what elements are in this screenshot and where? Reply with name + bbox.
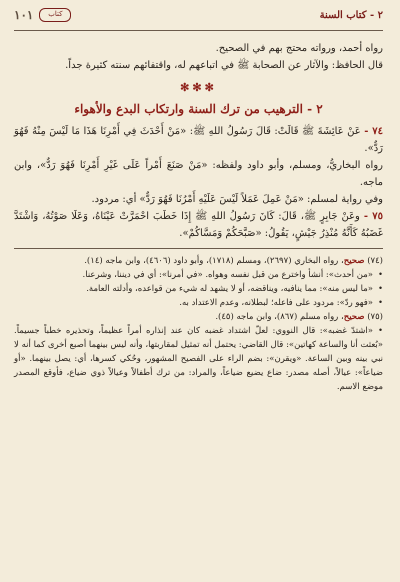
footnote-75 (14, 310, 383, 324)
footnote-74-text: ، رواه البخاري (٢٦٩٧)، ومسلم (١٧١٨)، وأبو داود (٤٦٠٦)، وابن ماجه (١٤). (84, 256, 344, 266)
hadith-74-muslim-variant: وفي رواية لمسلم: «مَنْ عَمِلَ عَمَلاً لَيْسَ عَلَيْهِ أَمْرُنَا فَهُوَ رَدٌّ» أي: مردود. (91, 194, 383, 205)
footnote-74 (14, 254, 383, 268)
hadith-74-text: عَنْ عَائِشَةَ ﷺ قَالَتْ: قَالَ رَسُولُ اللهِ ﷺ: «مَنْ أَحْدَثَ فِي أَمْرِنَا هَذَا مَا لَيْسَ مِنْهُ فَهُوَ رَدٌّ». (14, 126, 383, 154)
footnote-75-text: ، رواه مسلم (٨٦٧)، وابن ماجه (٤٥). (215, 312, 344, 322)
footnote-74-grade: صحيح (343, 256, 365, 266)
footnotes (14, 254, 383, 394)
footnote-note-4: • «اشتدّ غضبه»: قال النووي: لعلّ اشتداد غضبه كان عند إنذاره أمراً عظيماً، وتحذيره خطباً جسيماً. «بُعثت أنا والساعة كهاتين»: قال القاضي: يحتمل أنه تمثيل لمقاربتها، وأنه ليس بينهما أصبع أخرى كما أنه لا نبي بينه وبين الساعة. «ويقرن»: بضم الراء على الفصيح المشهور، وحُكي كسرها، أي: يصل بينهما. «أو ضياعاً»: عيالاً، أصله مصدر: ضاع يضيع ضياعاً، والمراد: من ترك أطفالاً وعيالاً ذوي ضياع، فأوقع المصدر موضع الاسم. (14, 324, 383, 394)
footnote-74-label: (٧٤) (367, 256, 383, 266)
footnote-divider (14, 248, 383, 249)
footnote-note-3: • «فهو ردّ»: مردود على فاعله؛ لبطلانه، وعدم الاعتداد به. (14, 296, 383, 310)
hadith-75-text: وعَنْ جَابِرٍ ﷺ، قَالَ: كَانَ رَسُولُ اللهِ ﷺ إِذَا خَطَبَ احْمَرَّتْ عَيْنَاهُ، وَعَلَا صَوْتُهُ، وَاشْتَدَّ غَضَبُهُ كَأَنَّهُ مُنْذِرُ جَيْشٍ، يَقُولُ: «صَبَّحَكُمْ وَمَسَّاكُمْ». (14, 211, 383, 239)
intro-line-2: قال الحافظ: والآثار عن الصحابة ﷺ في اتباعهم له، واقتفائهم سنته كثيرة جداً. (65, 60, 383, 71)
ornament-icon: كتاب (39, 8, 71, 22)
section-title: ٢ - الترهيب من ترك السنة وارتكاب البدع والأهواء (74, 102, 323, 116)
hadith-75 (14, 208, 383, 242)
footnote-75-grade: صحيح (343, 312, 365, 322)
header-page-group (14, 8, 71, 22)
hadith-74-number: ٧٤ - (364, 126, 383, 137)
chapter-title: ٢ - كتاب السنة (319, 9, 383, 21)
hadith-74 (14, 123, 383, 157)
intro-line-1: رواه أحمد، ورواته محتج بهم في الصحيح. (215, 43, 383, 54)
header-title-group (320, 10, 383, 21)
footnote-note-1: • «من أحدث»: أنشأ واخترع من قبل نفسه وهواه. «في أمرنا»: أي في ديننا، وشرعنا. (14, 268, 383, 282)
hadith-75-number: ٧٥ - (363, 211, 383, 222)
page-number: ١٠١ (14, 8, 34, 22)
hadith-74-narration: رواه البخاريُّ، ومسلم، وأبو داود ولفظه: «مَنْ صَنَعَ أَمْراً عَلَى غَيْرِ أَمْرِنَا فَهُوَ رَدٌّ»، وابن ماجه. (14, 160, 383, 188)
page-header (14, 0, 383, 31)
section-separator: ✻✻✻ (180, 81, 217, 94)
footnote-75-label: (٧٥) (367, 312, 383, 322)
footnote-note-2: • «ما ليس منه»: مما ينافيه، ويناقضه، أو لا يشهد له شيء من قواعده، وأدلته العامة. (14, 282, 383, 296)
